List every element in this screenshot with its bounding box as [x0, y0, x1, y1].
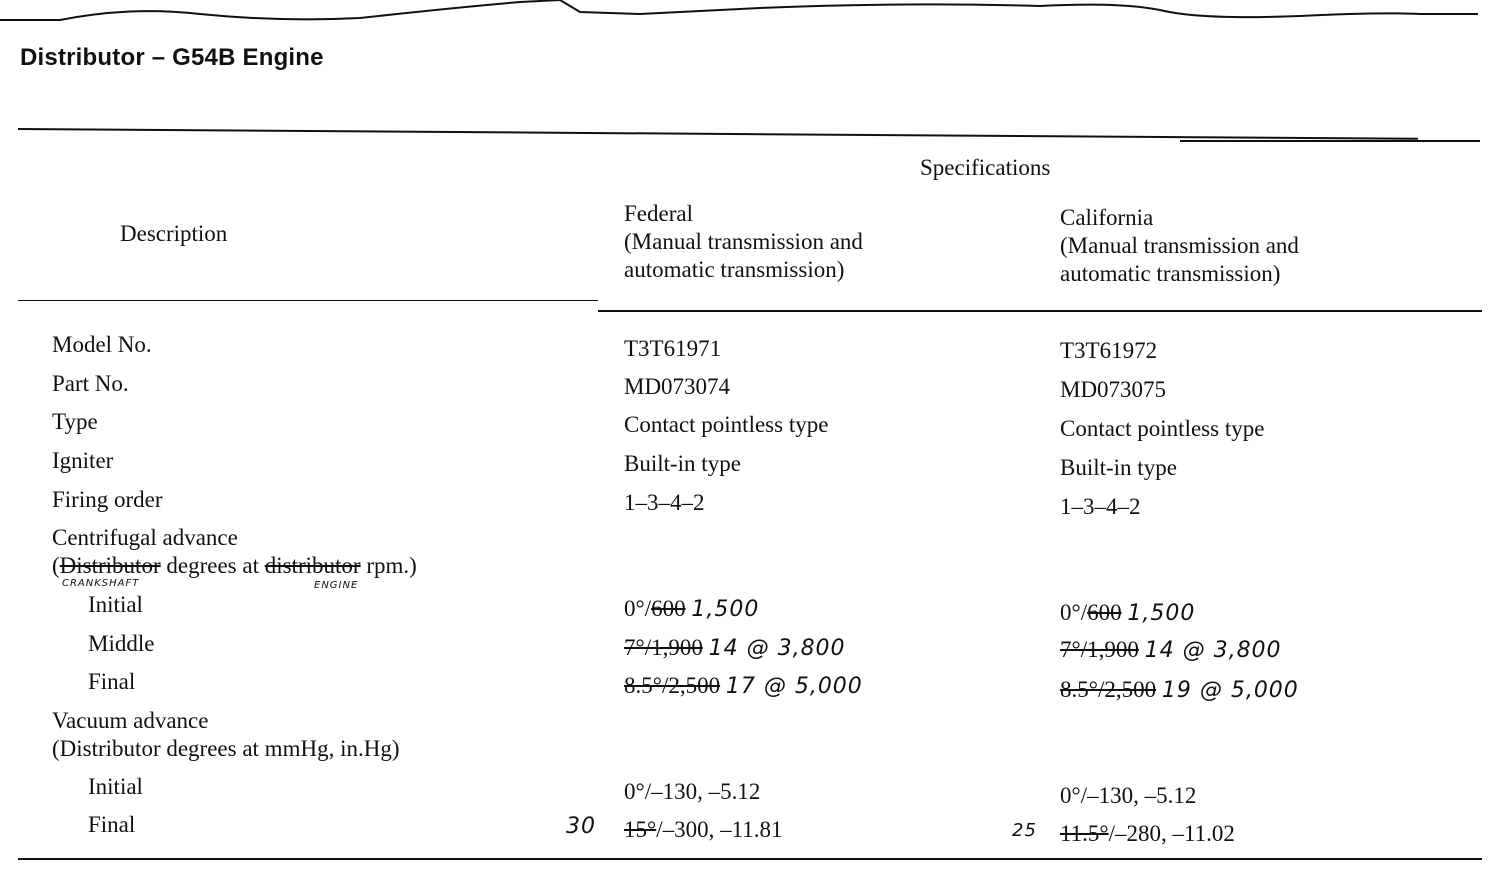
federal-header-line3: automatic transmission)	[624, 257, 845, 282]
row-california-igniter: Built-in type	[1060, 455, 1177, 480]
vacuum-final-california-struck: 11.5°	[1060, 821, 1109, 846]
centrifugal-final-california	[1060, 676, 1299, 705]
vacuum-final-federal-struck: 15°	[624, 817, 657, 842]
sublabel-mid: degrees at	[160, 553, 265, 578]
handwritten-engine: ENGINE	[314, 580, 359, 591]
table-top-rule-right	[1180, 140, 1480, 142]
middle-california-struck: 7°/1,900	[1060, 637, 1139, 662]
middle-federal-hand: 14 @ 3,800	[708, 636, 846, 661]
vacuum-final-california	[1060, 820, 1235, 848]
middle-federal-struck: 7°/1,900	[624, 635, 703, 660]
middle-california-hand: 14 @ 3,800	[1144, 638, 1282, 663]
vacuum-initial-california: 0°/–130, –5.12	[1060, 783, 1197, 808]
vacuum-final-federal-hand: 30	[566, 814, 596, 839]
centrifugal-middle-label: Middle	[88, 631, 155, 656]
california-header	[1060, 204, 1299, 288]
centrifugal-initial-federal	[624, 595, 759, 624]
page-title: Distributor – G54B Engine	[20, 44, 324, 71]
california-header-line3: automatic transmission)	[1060, 261, 1281, 286]
vacuum-initial-label: Initial	[88, 774, 143, 799]
federal-header-line2: (Manual transmission and	[624, 229, 863, 254]
initial-federal-hand: 1,500	[691, 597, 760, 622]
vacuum-final-federal-print: /–300, –11.81	[656, 817, 783, 842]
row-california-firing-order: 1–3–4–2	[1060, 494, 1141, 519]
centrifugal-initial-california	[1060, 599, 1195, 628]
row-label-igniter: Igniter	[52, 448, 114, 473]
centrifugal-advance-label: Centrifugal advance	[52, 525, 238, 550]
centrifugal-advance-sublabel	[52, 552, 417, 580]
centrifugal-initial-label: Initial	[88, 592, 143, 617]
row-federal-firing-order: 1–3–4–2	[624, 490, 705, 515]
centrifugal-middle-california	[1060, 636, 1282, 665]
row-california-model-no: T3T61972	[1060, 338, 1158, 363]
sublabel-open: (	[52, 553, 60, 578]
initial-federal-print: 0°/	[624, 596, 652, 621]
federal-header-line1: Federal	[624, 201, 693, 226]
row-federal-part-no: MD073074	[624, 374, 731, 399]
row-california-part-no: MD073075	[1060, 377, 1167, 402]
row-federal-type: Contact pointless type	[624, 412, 829, 437]
header-bottom-rule	[18, 300, 598, 301]
vacuum-initial-federal: 0°/–130, –5.12	[624, 779, 761, 804]
vacuum-final-label: Final	[88, 812, 136, 837]
row-california-type: Contact pointless type	[1060, 416, 1265, 441]
handwritten-crankshaft: CRANKSHAFT	[62, 578, 140, 589]
vacuum-final-federal	[624, 816, 783, 844]
initial-california-struck: 600	[1087, 600, 1122, 625]
final-california-hand: 19 @ 5,000	[1161, 678, 1299, 703]
federal-header	[624, 200, 863, 284]
struck-distributor-1: Distributor	[59, 553, 161, 578]
row-label-part-no: Part No.	[52, 371, 129, 396]
vacuum-final-california-print: /–280, –11.02	[1108, 821, 1235, 846]
california-header-line2: (Manual transmission and	[1060, 233, 1299, 258]
table-top-rule	[18, 128, 1418, 140]
row-federal-igniter: Built-in type	[624, 451, 741, 476]
row-label-model-no: Model No.	[52, 332, 152, 357]
row-federal-model-no: T3T61971	[624, 336, 722, 361]
torn-page-edge	[0, 0, 1504, 30]
initial-federal-struck: 600	[651, 596, 686, 621]
centrifugal-middle-federal	[624, 634, 846, 663]
final-federal-struck: 8.5°/2,500	[624, 673, 721, 698]
vacuum-final-california-hand: 25	[1012, 820, 1037, 841]
table-bottom-rule	[18, 858, 1482, 860]
header-bottom-rule-right	[598, 310, 1482, 312]
california-header-line1: California	[1060, 205, 1154, 230]
row-label-firing-order: Firing order	[52, 487, 163, 512]
struck-distributor-2: distributor	[264, 553, 361, 578]
row-label-type: Type	[52, 409, 98, 434]
specifications-header: Specifications	[920, 155, 1051, 180]
initial-california-print: 0°/	[1060, 600, 1088, 625]
centrifugal-final-label: Final	[88, 669, 136, 694]
vacuum-advance-sublabel: (Distributor degrees at mmHg, in.Hg)	[52, 736, 400, 761]
sublabel-close: rpm.)	[360, 553, 417, 578]
final-federal-hand: 17 @ 5,000	[725, 674, 863, 699]
initial-california-hand: 1,500	[1127, 601, 1196, 626]
centrifugal-final-federal	[624, 672, 863, 701]
vacuum-advance-label: Vacuum advance	[52, 708, 209, 733]
description-header: Description	[120, 221, 228, 246]
final-california-struck: 8.5°/2,500	[1060, 677, 1157, 702]
